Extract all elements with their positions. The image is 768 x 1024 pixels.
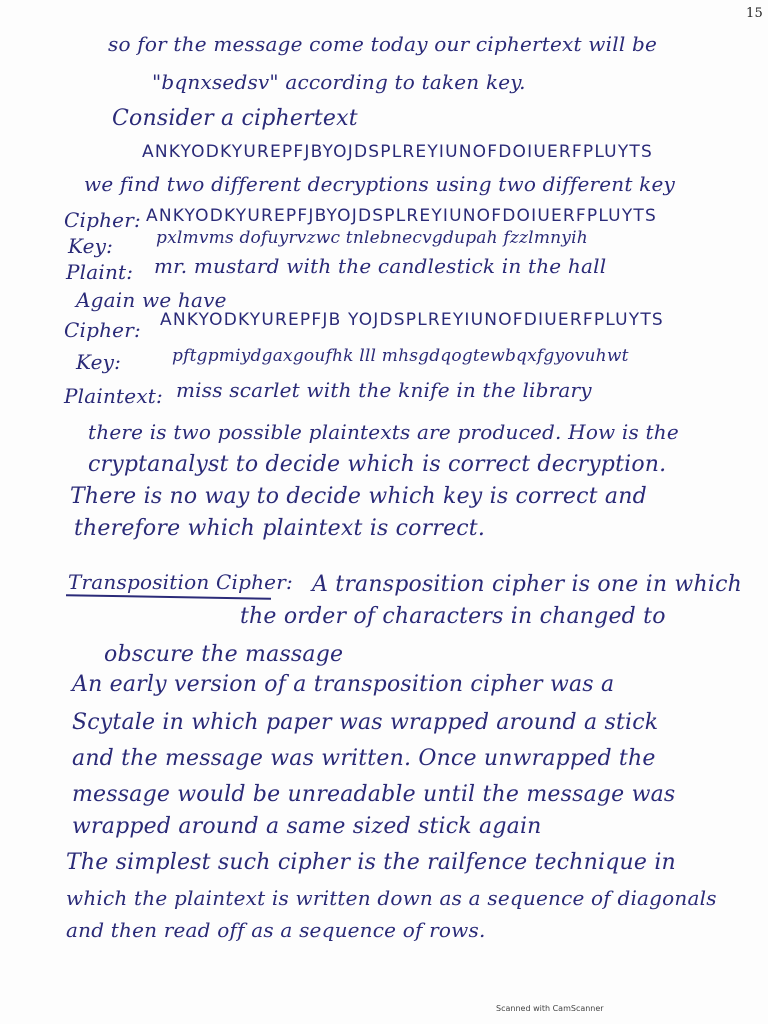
scanner-watermark: Scanned with CamScanner bbox=[496, 1004, 604, 1013]
plaintext-line: miss scarlet with the knife in the library bbox=[176, 378, 592, 402]
ciphertext-line: ANKYODKYUREPFJBYOJDSPLREYIUNOFDOIUERFPLUYTS bbox=[146, 206, 657, 226]
page-number: 15 bbox=[746, 6, 763, 21]
text-line: and then read off as a sequence of rows. bbox=[66, 918, 486, 942]
text-line: Consider a ciphertext bbox=[112, 106, 358, 131]
key-line: pxlmvms dofuyrvzwc tnlebnecvgdupah fzzlmnyih bbox=[156, 228, 588, 248]
text-line: cryptanalyst to decide which is correct decryption. bbox=[88, 452, 667, 477]
text-line: and the message was written. Once unwrapped the bbox=[72, 746, 656, 771]
text-line: There is no way to decide which key is correct and bbox=[70, 484, 647, 509]
key-line: pftgpmiydgaxgoufhk lll mhsgdqogtewbqxfgyovuhwt bbox=[172, 346, 629, 366]
text-line: message would be unreadable until the message was bbox=[72, 782, 676, 807]
text-line: the order of characters in changed to bbox=[240, 604, 666, 629]
text-line: therefore which plaintext is correct. bbox=[74, 516, 486, 541]
text-line: there is two possible plaintexts are produced. How is the bbox=[88, 420, 679, 444]
row-label-plaintext: Plaint: bbox=[66, 260, 134, 284]
text-line: An early version of a transposition cipher was a bbox=[72, 672, 615, 697]
text-line: wrapped around a same sized stick again bbox=[72, 814, 542, 839]
text-line: Scytale in which paper was wrapped around a stick bbox=[72, 710, 659, 735]
row-label-cipher: Cipher: bbox=[64, 318, 141, 342]
text-line: "bqnxsedsv" according to taken key. bbox=[152, 70, 526, 94]
text-line: Again we have bbox=[76, 288, 227, 312]
text-line: we find two different decryptions using two different key bbox=[84, 172, 675, 196]
plaintext-line: mr. mustard with the candlestick in the hall bbox=[154, 254, 607, 278]
ciphertext-line: ANKYODKYUREPFJB YOJDSPLREYIUNOFDIUERFPLUYTS bbox=[160, 310, 664, 330]
row-label-key: Key: bbox=[68, 234, 114, 258]
row-label-key: Key: bbox=[76, 350, 122, 374]
text-line: The simplest such cipher is the railfence technique in bbox=[66, 850, 676, 875]
text-line: obscure the massage bbox=[104, 642, 344, 667]
section-heading: Transposition Cipher: bbox=[68, 570, 293, 594]
row-label-plaintext: Plaintext: bbox=[64, 384, 163, 408]
row-label-cipher: Cipher: bbox=[64, 208, 141, 232]
ciphertext-line: ANKYODKYUREPFJBYOJDSPLREYIUNOFDOIUERFPLUYTS bbox=[142, 142, 653, 162]
text-line: so for the message come today our ciphertext will be bbox=[108, 32, 658, 56]
heading-underline bbox=[66, 594, 271, 600]
text-line: A transposition cipher is one in which bbox=[312, 572, 742, 597]
text-line: which the plaintext is written down as a sequence of diagonals bbox=[66, 886, 717, 910]
